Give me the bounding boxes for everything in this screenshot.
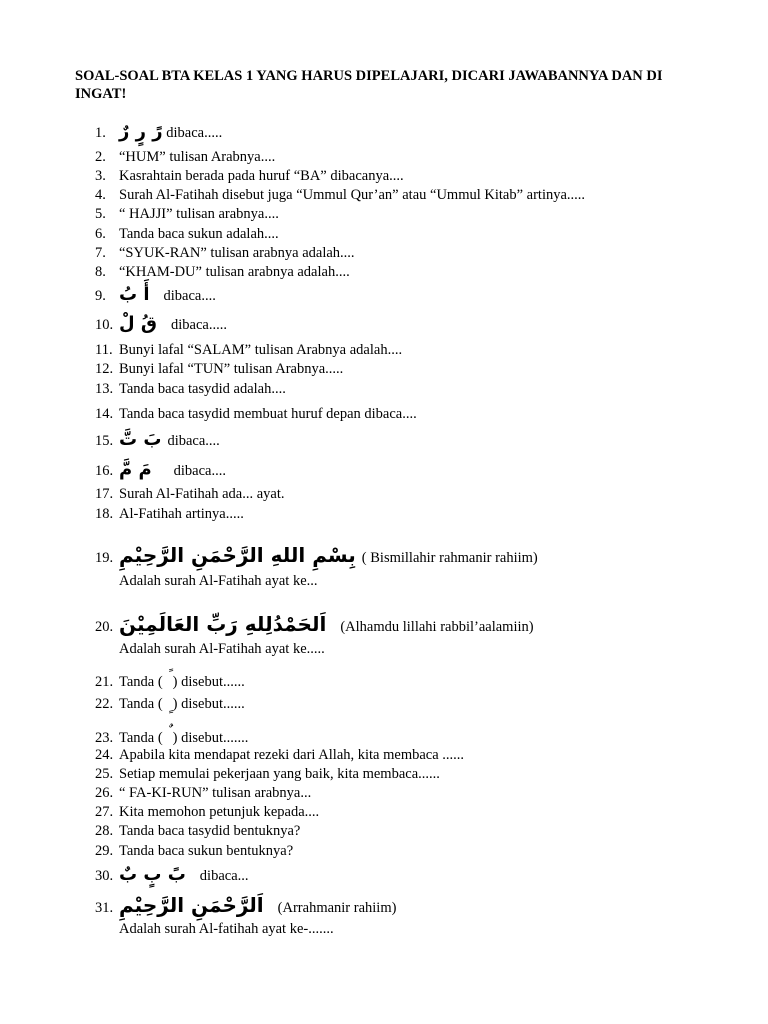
question-number: 10. [95,317,114,333]
question-text: ( Bismillahir rahmanir rahiim) [361,550,538,566]
document-title: SOAL-SOAL BTA KELAS 1 YANG HARUS DIPELAJARI, DICARI JAWABANNYA DAN DI INGAT! [75,68,663,102]
question-text: Apabila kita mendapat rezeki dari Allah, kita membaca ...... [119,747,465,763]
question-12 [95,360,343,378]
question-number: 24. [95,747,114,763]
question-number: 4. [95,187,106,203]
arabic-text: اَلحَمْدُلِلهِ رَبِّ العَالَمِيْنَ [119,612,327,636]
question-9 [95,286,216,305]
question-number: 31. [95,900,114,916]
question-1 [95,123,222,142]
question-text: dibaca.... [167,433,220,449]
question-31 [95,893,397,917]
question-text: ) disebut...... [172,674,245,690]
question-number: 27. [95,804,114,820]
question-number: 28. [95,823,114,839]
question-text: Tanda baca tasydid bentuknya? [119,823,301,839]
question-26 [95,784,311,802]
question-5 [95,205,279,223]
question-text: dibaca... [199,868,249,884]
question-10 [95,315,227,334]
question-25 [95,765,440,783]
question-number: 26. [95,785,114,801]
arabic-text: بً بٍ بٌ [119,864,186,885]
question-text: dibaca..... [166,125,223,141]
question-text: Tanda baca tasydid adalah.... [119,381,286,397]
question-29 [95,842,293,860]
question-number: 19. [95,550,114,566]
question-number: 7. [95,245,106,261]
question-8 [95,263,350,281]
question-text: Tanda baca sukun adalah.... [119,226,279,242]
question-number: 25. [95,766,114,782]
question-27 [95,803,319,821]
question-19-sub: Adalah surah Al-Fatihah ayat ke... [119,573,318,589]
question-number: 21. [95,674,114,690]
question-text: Kasrahtain berada pada huruf “BA” dibacanya.... [119,168,404,184]
question-15 [95,431,220,450]
question-text: Surah Al-Fatihah disebut juga “Ummul Qur’an” atau “Ummul Kitab” artinya..... [119,187,586,203]
question-20-sub: Adalah surah Al-Fatihah ayat ke..... [119,641,325,657]
question-text: (Alhamdu lillahi rabbil’aalamiin) [340,619,534,635]
question-31-sub: Adalah surah Al-fatihah ayat ke-....... [119,921,334,937]
question-number: 15. [95,433,114,449]
question-number: 1. [95,125,106,141]
question-number: 30. [95,868,114,884]
question-text: dibaca..... [170,317,227,333]
question-number: 12. [95,361,114,377]
question-number: 5. [95,206,106,222]
question-number: 6. [95,226,106,242]
question-text: Kita memohon petunjuk kepada.... [119,804,320,820]
question-text: Setiap memulai pekerjaan yang baik, kita membaca...... [119,766,440,782]
arabic-text: بَ تَّ [119,429,162,450]
question-19 [95,543,538,567]
arabic-text: بِسْمِ اللهِ الرَّحْمَنِ الرَّحِيْمِ [119,543,356,567]
question-number: 16. [95,463,114,479]
question-number: 14. [95,406,114,422]
question-30 [95,866,249,885]
question-21 [95,667,245,691]
question-text-prefix: Tanda ( [119,730,163,746]
question-text-prefix: Tanda ( [119,696,163,712]
question-text: (Arrahmanir rahiim) [277,900,397,916]
question-11 [95,341,402,359]
question-text: ) disebut....... [172,730,249,746]
question-text: “KHAM-DU” tulisan arabnya adalah.... [119,264,350,280]
question-text: dibaca.... [173,463,226,479]
question-text-prefix: Tanda ( [119,674,163,690]
question-24 [95,746,464,764]
question-text: “SYUK-RAN” tulisan arabnya adalah.... [119,245,355,261]
question-number: 3. [95,168,106,184]
question-13 [95,380,286,398]
question-number: 22. [95,696,114,712]
question-text: “HUM” tulisan Arabnya.... [119,149,276,165]
question-text: Bunyi lafal “SALAM” tulisan Arabnya adalah.... [119,342,403,358]
question-14 [95,405,417,423]
question-text: Surah Al-Fatihah ada... ayat. [119,486,285,502]
question-23 [95,723,248,747]
arabic-text: مَ مَّ [119,459,152,480]
question-17 [95,485,285,503]
question-number: 9. [95,288,106,304]
arabic-text: اَلرَّحْمَنِ الرَّحِيْمِ [119,893,264,917]
arabic-text: أَ بُ [119,284,150,305]
question-number: 18. [95,506,114,522]
question-4 [95,186,585,204]
question-7 [95,244,355,262]
arabic-text: رً رٍ رٌ [119,121,163,142]
question-number: 8. [95,264,106,280]
question-text: Tanda baca sukun bentuknya? [119,843,294,859]
question-number: 2. [95,149,106,165]
question-text: dibaca.... [163,288,216,304]
question-22 [95,695,245,715]
question-number: 11. [95,342,113,358]
question-2 [95,148,275,166]
question-18 [95,505,244,523]
question-text: Al-Fatihah artinya..... [119,506,244,522]
question-text: Bunyi lafal “TUN” tulisan Arabnya..... [119,361,344,377]
diacritic-mark [163,667,173,685]
diacritic-mark [163,697,173,715]
question-number: 13. [95,381,114,397]
question-number: 20. [95,619,114,635]
question-number: 29. [95,843,114,859]
question-text: Tanda baca tasydid membuat huruf depan dibaca.... [119,406,417,422]
question-3 [95,167,404,185]
question-number: 17. [95,486,114,502]
question-28 [95,822,300,840]
question-text: ) disebut...... [172,696,245,712]
question-20 [95,612,534,636]
question-16 [95,461,226,480]
question-text: “ FA-KI-RUN” tulisan arabnya... [119,785,312,801]
question-number: 23. [95,730,114,746]
diacritic-mark [163,723,173,741]
question-text: “ HAJJI” tulisan arabnya.... [119,206,279,222]
question-6 [95,225,279,243]
arabic-text: قُ لْ [119,313,157,334]
